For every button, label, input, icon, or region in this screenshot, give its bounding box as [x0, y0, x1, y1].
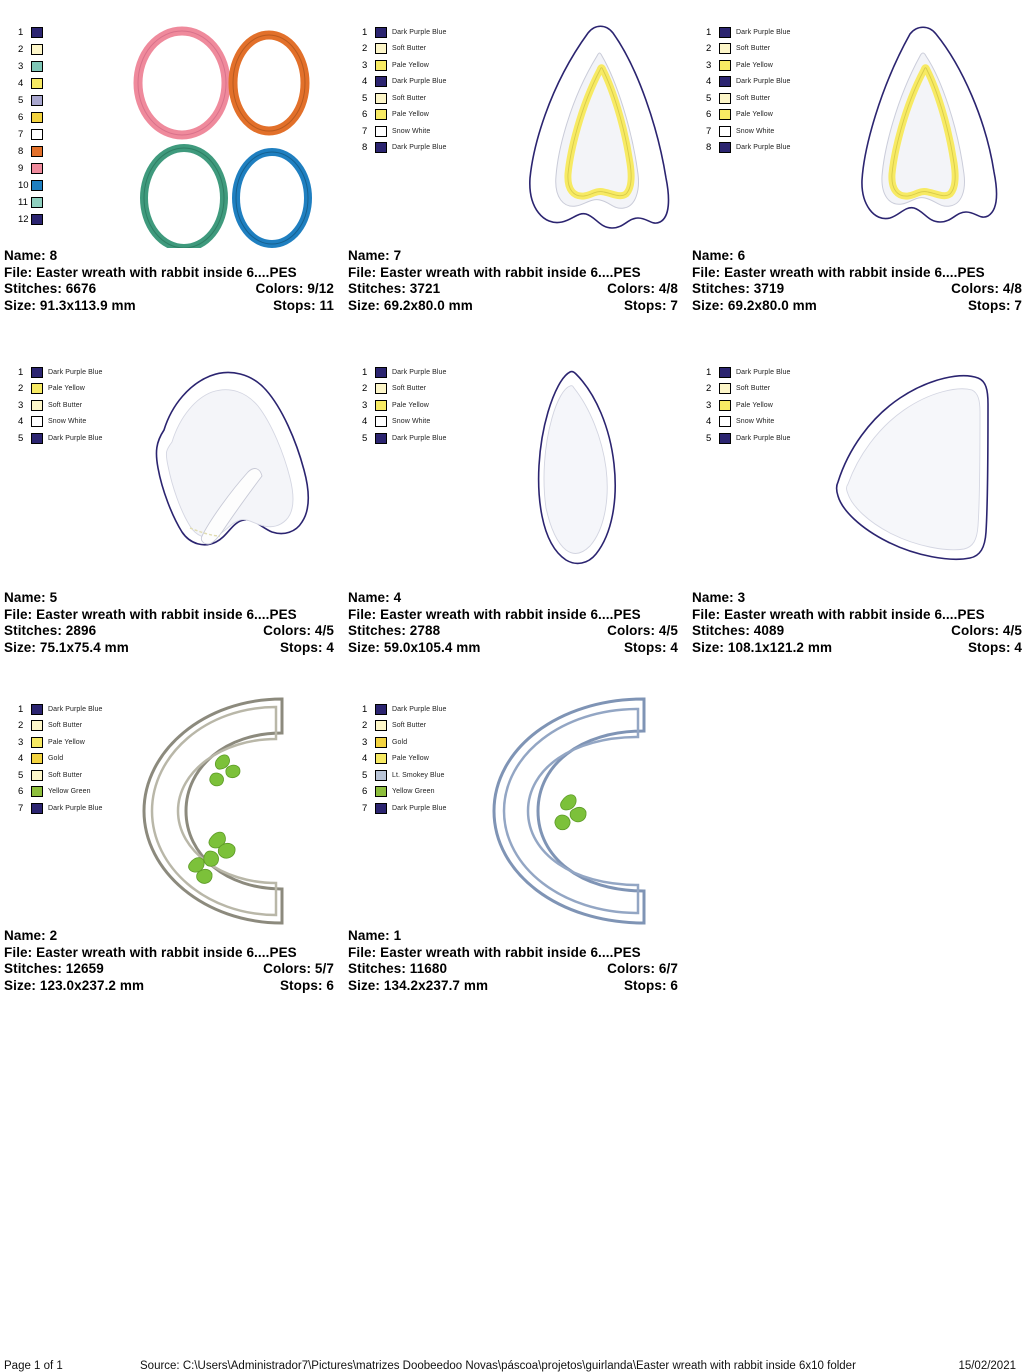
legend-number: 4 — [18, 416, 24, 427]
legend-label: Soft Butter — [736, 385, 771, 393]
legend-number: 1 — [706, 26, 712, 38]
legend-number: 2 — [18, 383, 24, 394]
legend-label: Soft Butter — [736, 94, 771, 102]
design-name: Name: 2 — [4, 928, 58, 943]
legend-label: Dark Purple Blue — [392, 804, 447, 812]
design-preview-5 — [4, 350, 334, 590]
legend-number: 12 — [18, 213, 29, 225]
design-preview-4 — [348, 350, 678, 590]
legend-number: 4 — [706, 76, 712, 87]
design-stops: Stops: 4 — [967, 639, 1022, 655]
legend-label: Pale Yellow — [392, 61, 429, 69]
legend-number: 1 — [18, 703, 24, 715]
legend-number: 5 — [706, 92, 712, 104]
legend-label: Gold — [392, 738, 408, 746]
legend-label: Dark Purple Blue — [736, 368, 791, 376]
design-info-2 — [4, 928, 334, 994]
design-file: File: Easter wreath with rabbit inside 6....PES — [692, 264, 985, 280]
legend-label: Dark Purple Blue — [736, 144, 791, 152]
design-size: Size: 134.2x237.7 mm — [348, 977, 489, 993]
design-stops: Stops: 6 — [279, 977, 334, 993]
design-name: Name: 1 — [348, 928, 402, 943]
design-colors: Colors: 4/5 — [607, 623, 678, 638]
legend-label: Pale Yellow — [392, 401, 429, 409]
design-stops: Stops: 7 — [623, 297, 678, 313]
design-colors: Colors: 9/12 — [255, 281, 334, 296]
legend-number: 5 — [362, 769, 368, 781]
legend-label: Dark Purple Blue — [736, 434, 791, 442]
legend-label: Pale Yellow — [392, 755, 429, 763]
design-info-5 — [4, 590, 334, 656]
legend-number: 4 — [706, 416, 712, 427]
legend-number: 3 — [18, 399, 24, 411]
legend-label: Pale Yellow — [736, 401, 773, 409]
legend-number: 8 — [18, 145, 24, 157]
legend-label: Soft Butter — [392, 722, 427, 730]
legend-label: Pale Yellow — [736, 111, 773, 119]
design-size: Size: 59.0x105.4 mm — [348, 639, 481, 655]
legend-number: 7 — [362, 802, 368, 814]
legend-number: 3 — [362, 59, 368, 71]
legend-number: 3 — [706, 59, 712, 71]
legend-number: 8 — [362, 142, 368, 153]
design-colors: Colors: 4/8 — [607, 281, 678, 296]
legend-label: Dark Purple Blue — [392, 705, 447, 713]
design-name: Name: 8 — [4, 248, 58, 263]
design-info-4 — [348, 590, 678, 656]
design-file: File: Easter wreath with rabbit inside 6....PES — [348, 606, 641, 622]
design-stitches: Stitches: 4089 — [692, 623, 785, 638]
legend-label: Dark Purple Blue — [392, 144, 447, 152]
design-stitches: Stitches: 3719 — [692, 281, 785, 296]
design-card-3 — [692, 350, 1022, 656]
design-stops: Stops: 4 — [279, 639, 334, 655]
design-preview-1 — [348, 693, 678, 928]
design-card-7 — [348, 8, 678, 314]
legend-number: 1 — [18, 366, 24, 378]
embroidery-art-6 — [692, 8, 1022, 248]
legend-number: 4 — [18, 77, 24, 89]
design-stitches: Stitches: 2896 — [4, 623, 97, 638]
design-stops: Stops: 4 — [623, 639, 678, 655]
legend-label: Snow White — [48, 418, 87, 426]
design-size: Size: 69.2x80.0 mm — [692, 297, 817, 313]
legend-number: 10 — [18, 179, 29, 191]
legend-label: Dark Purple Blue — [392, 434, 447, 442]
legend-number: 5 — [362, 92, 368, 104]
legend-label: Pale Yellow — [48, 738, 85, 746]
design-name: Name: 6 — [692, 248, 746, 263]
legend-label: Snow White — [736, 418, 775, 426]
legend-label: Pale Yellow — [736, 61, 773, 69]
legend-label: Dark Purple Blue — [48, 804, 103, 812]
legend-number: 4 — [362, 416, 368, 427]
legend-label: Soft Butter — [48, 401, 83, 409]
design-colors: Colors: 4/5 — [951, 623, 1022, 638]
legend-number: 5 — [362, 432, 368, 444]
legend-label: Dark Purple Blue — [392, 28, 447, 36]
legend-label: Dark Purple Blue — [48, 705, 103, 713]
embroidery-art-8 — [4, 8, 334, 248]
embroidery-art-7 — [348, 8, 678, 248]
legend-number: 2 — [362, 43, 368, 54]
design-card-6 — [692, 8, 1022, 314]
legend-number: 6 — [706, 109, 712, 120]
legend-label: Pale Yellow — [392, 111, 429, 119]
design-size: Size: 108.1x121.2 mm — [692, 639, 833, 655]
legend-number: 3 — [18, 60, 24, 72]
legend-number: 3 — [706, 399, 712, 411]
legend-number: 1 — [18, 26, 24, 38]
legend-number: 6 — [18, 786, 24, 797]
design-file: File: Easter wreath with rabbit inside 6....PES — [348, 944, 641, 960]
legend-number: 4 — [362, 753, 368, 764]
design-info-1 — [348, 928, 678, 994]
legend-label: Soft Butter — [48, 722, 83, 730]
legend-label: Soft Butter — [392, 94, 427, 102]
legend-number: 6 — [18, 111, 24, 123]
legend-number: 1 — [362, 703, 368, 715]
design-colors: Colors: 6/7 — [607, 961, 678, 976]
design-preview-7 — [348, 8, 678, 248]
legend-number: 5 — [18, 94, 24, 106]
legend-number: 11 — [18, 196, 28, 208]
design-name: Name: 5 — [4, 590, 58, 605]
legend-label: Soft Butter — [736, 45, 771, 53]
embroidery-art-2 — [4, 693, 334, 928]
legend-number: 5 — [18, 769, 24, 781]
design-name: Name: 3 — [692, 590, 746, 605]
design-colors: Colors: 5/7 — [263, 961, 334, 976]
legend-number: 2 — [706, 383, 712, 394]
legend-label: Pale Yellow — [48, 385, 85, 393]
legend-label: Snow White — [736, 127, 775, 135]
design-stops: Stops: 6 — [623, 977, 678, 993]
legend-number: 5 — [706, 432, 712, 444]
design-preview-8 — [4, 8, 334, 248]
legend-label: Dark Purple Blue — [392, 368, 447, 376]
design-stitches: Stitches: 12659 — [4, 961, 104, 976]
footer-date: 15/02/2021 — [958, 1360, 1016, 1372]
embroidery-art-5 — [4, 350, 334, 590]
design-stitches: Stitches: 3721 — [348, 281, 441, 296]
design-file: File: Easter wreath with rabbit inside 6....PES — [4, 944, 297, 960]
legend-label: Lt. Smokey Blue — [392, 771, 445, 779]
embroidery-art-4 — [348, 350, 678, 590]
legend-number: 3 — [362, 736, 368, 748]
legend-label: Dark Purple Blue — [392, 78, 447, 86]
footer-page-number: Page 1 of 1 — [4, 1360, 63, 1372]
design-stitches: Stitches: 6676 — [4, 281, 97, 296]
design-size: Size: 91.3x113.9 mm — [4, 297, 136, 313]
legend-label: Yellow Green — [392, 788, 435, 796]
design-info-3 — [692, 590, 1022, 656]
design-card-1 — [348, 693, 678, 994]
legend-number: 7 — [706, 125, 712, 137]
legend-number: 2 — [18, 43, 24, 55]
embroidery-art-3 — [692, 350, 1022, 590]
legend-label: Gold — [48, 755, 64, 763]
legend-label: Dark Purple Blue — [736, 78, 791, 86]
design-file: File: Easter wreath with rabbit inside 6....PES — [4, 606, 297, 622]
legend-number: 1 — [362, 26, 368, 38]
legend-number: 6 — [362, 786, 368, 797]
legend-label: Soft Butter — [392, 385, 427, 393]
legend-label: Dark Purple Blue — [736, 28, 791, 36]
design-preview-2 — [4, 693, 334, 928]
design-card-4 — [348, 350, 678, 656]
design-card-2 — [4, 693, 334, 994]
design-size: Size: 75.1x75.4 mm — [4, 639, 129, 655]
legend-number: 2 — [362, 720, 368, 731]
design-name: Name: 7 — [348, 248, 402, 263]
legend-number: 1 — [706, 366, 712, 378]
legend-number: 4 — [18, 753, 24, 764]
legend-number: 1 — [362, 366, 368, 378]
design-file: File: Easter wreath with rabbit inside 6....PES — [692, 606, 985, 622]
legend-label: Soft Butter — [392, 45, 427, 53]
design-preview-6 — [692, 8, 1022, 248]
legend-number: 5 — [18, 432, 24, 444]
legend-number: 7 — [18, 128, 24, 140]
design-info-8 — [4, 248, 334, 314]
design-name: Name: 4 — [348, 590, 402, 605]
legend-number: 2 — [362, 383, 368, 394]
footer-source-path: Source: C:\Users\Administrador7\Pictures\matrizes Doobeedoo Novas\páscoa\projetos\guirlanda\Easter wreath with rabbit inside 6x10 folder — [140, 1360, 856, 1372]
legend-number: 6 — [362, 109, 368, 120]
design-stitches: Stitches: 11680 — [348, 961, 448, 976]
legend-number: 2 — [706, 43, 712, 54]
legend-label: Dark Purple Blue — [48, 434, 103, 442]
design-size: Size: 123.0x237.2 mm — [4, 977, 145, 993]
legend-label: Yellow Green — [48, 788, 91, 796]
design-card-5 — [4, 350, 334, 656]
design-card-8 — [4, 8, 334, 314]
design-colors: Colors: 4/5 — [263, 623, 334, 638]
design-info-7 — [348, 248, 678, 314]
design-colors: Colors: 4/8 — [951, 281, 1022, 296]
legend-number: 4 — [362, 76, 368, 87]
design-stops: Stops: 11 — [273, 297, 334, 313]
legend-number: 3 — [362, 399, 368, 411]
design-info-6 — [692, 248, 1022, 314]
design-file: File: Easter wreath with rabbit inside 6....PES — [348, 264, 641, 280]
legend-label: Snow White — [392, 127, 431, 135]
legend-label: Snow White — [392, 418, 431, 426]
legend-label: Dark Purple Blue — [48, 368, 103, 376]
design-stops: Stops: 7 — [967, 297, 1022, 313]
legend-number: 9 — [18, 162, 24, 174]
legend-number: 2 — [18, 720, 24, 731]
embroidery-art-1 — [348, 693, 678, 928]
design-preview-3 — [692, 350, 1022, 590]
legend-label: Soft Butter — [48, 771, 83, 779]
legend-number: 3 — [18, 736, 24, 748]
design-file: File: Easter wreath with rabbit inside 6....PES — [4, 264, 297, 280]
design-stitches: Stitches: 2788 — [348, 623, 441, 638]
design-size: Size: 69.2x80.0 mm — [348, 297, 473, 313]
legend-number: 8 — [706, 142, 712, 153]
legend-number: 7 — [362, 125, 368, 137]
legend-number: 7 — [18, 802, 24, 814]
